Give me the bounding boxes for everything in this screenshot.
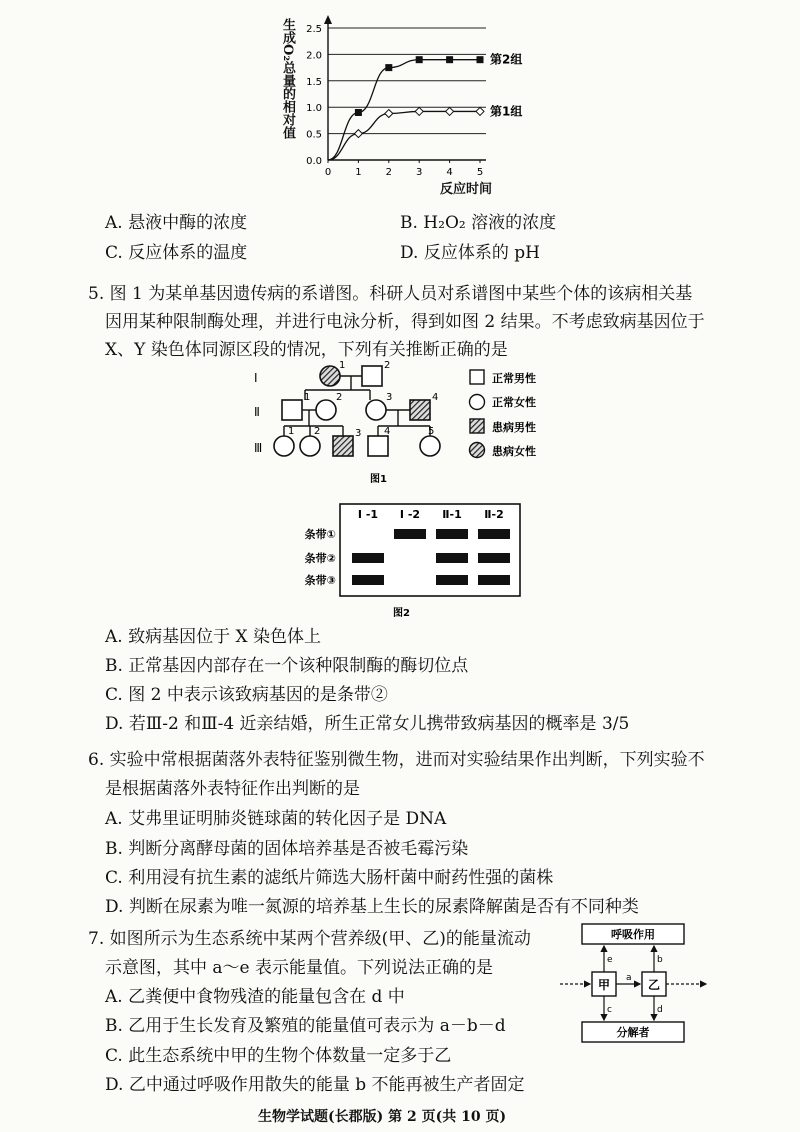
gel-figure xyxy=(290,492,530,622)
svg-text:e: e xyxy=(607,955,613,965)
svg-text:c: c xyxy=(607,1005,612,1015)
q6-option-a: A. 艾弗里证明肺炎链球菌的转化因子是 DNA xyxy=(105,809,447,829)
gen-label-iii: Ⅲ xyxy=(254,441,263,455)
q6-stem-line2: 是根据菌落外表特征作出判断的是 xyxy=(105,779,360,799)
svg-text:5: 5 xyxy=(428,426,435,437)
gel-band xyxy=(394,529,426,539)
o2-chart xyxy=(270,8,570,198)
y-tick-label: 2.0 xyxy=(306,50,322,62)
svg-text:3: 3 xyxy=(386,392,393,403)
gel-band xyxy=(436,553,468,563)
x-tick-label: 5 xyxy=(476,167,484,178)
gel-band-label: 条带③ xyxy=(304,574,336,587)
chart-ylabel: 生成O₂总量的相对值 xyxy=(280,18,295,140)
svg-text:患病女性: 患病女性 xyxy=(492,445,536,458)
data-point-group2 xyxy=(477,56,484,63)
series-label: 第1组 xyxy=(490,104,523,119)
legend-affected-female-icon xyxy=(470,443,485,458)
ped-iii2 xyxy=(300,436,320,456)
svg-text:2: 2 xyxy=(336,392,343,403)
svg-text:分解者: 分解者 xyxy=(616,1026,650,1039)
gel-band xyxy=(352,575,384,585)
x-tick-label: 1 xyxy=(355,167,362,178)
chart-xlabel: 反应时间 xyxy=(440,182,493,197)
q4-option-d: D. 反应体系的 pH xyxy=(400,243,540,263)
q6-option-b: B. 判断分离酵母菌的固体培养基是否被毛霉污染 xyxy=(105,839,469,859)
fig2-caption: 图2 xyxy=(393,608,410,619)
y-tick-label: 0.0 xyxy=(306,156,322,167)
gel-band xyxy=(436,529,468,539)
q7-option-a: A. 乙粪便中食物残渣的能量包含在 d 中 xyxy=(105,987,405,1007)
data-point-group1 xyxy=(385,110,393,118)
ped-iii4 xyxy=(368,436,388,456)
gel-band xyxy=(478,575,510,585)
x-tick-label: 0 xyxy=(324,167,332,178)
y-axis-arrow xyxy=(324,15,332,24)
q5-option-a: A. 致病基因位于 X 染色体上 xyxy=(105,627,321,647)
legend-normal-female-icon xyxy=(470,395,485,410)
ped-iii3 xyxy=(333,436,353,456)
gel-lane-label: Ⅱ-1 xyxy=(442,508,462,521)
ped-iii5 xyxy=(420,436,440,456)
svg-text:a: a xyxy=(626,973,632,983)
gel-band xyxy=(436,575,468,585)
q7-option-c: C. 此生态系统中甲的生物个体数量一定多于乙 xyxy=(105,1046,452,1066)
data-point-group2 xyxy=(385,64,392,71)
gel-lane-label: I -2 xyxy=(399,508,421,521)
q7-stem-line2: 示意图，其中 a～e 表示能量值。下列说法正确的是 xyxy=(105,958,494,978)
q5-stem-line2: 因用某种限制酶处理，并进行电泳分析，得到如图 2 结果。不考虑致病基因位于 xyxy=(105,312,705,332)
svg-text:d: d xyxy=(657,1005,663,1015)
ped-ii4 xyxy=(410,400,430,420)
y-tick-label: 1.0 xyxy=(306,103,322,115)
energy-flow-diagram xyxy=(560,920,710,1050)
q7-stem-line1: 7. 如图所示为生态系统中某两个营养级(甲、乙)的能量流动 xyxy=(88,929,531,949)
svg-text:乙: 乙 xyxy=(647,978,661,992)
ped-i2 xyxy=(362,366,382,386)
svg-text:1: 1 xyxy=(339,360,346,371)
svg-text:4: 4 xyxy=(384,426,391,437)
data-point-group2 xyxy=(416,56,423,63)
gel-band xyxy=(478,553,510,563)
svg-text:2: 2 xyxy=(314,426,321,437)
svg-text:正常女性: 正常女性 xyxy=(492,396,536,409)
q7-option-b: B. 乙用于生长发育及繁殖的能量值可表示为 a－b－d xyxy=(105,1016,506,1036)
data-point-group1 xyxy=(415,107,423,115)
ped-i1 xyxy=(320,366,340,386)
svg-text:1: 1 xyxy=(304,392,311,403)
svg-text:正常男性: 正常男性 xyxy=(492,372,536,385)
gel-lane-label: I -1 xyxy=(357,508,379,521)
x-tick-label: 4 xyxy=(446,167,453,178)
page-footer: 生物学试题(长郡版) 第 2 页(共 10 页) xyxy=(258,1109,507,1125)
q5-stem-line1: 5. 图 1 为某单基因遗传病的系谱图。科研人员对系谱图中某些个体的该病相关基 xyxy=(88,284,693,304)
data-point-group2 xyxy=(355,109,362,116)
svg-text:呼吸作用: 呼吸作用 xyxy=(611,928,655,941)
data-point-group1 xyxy=(446,107,454,115)
data-point-group1 xyxy=(476,107,484,115)
ped-ii1 xyxy=(282,400,302,420)
data-point-group2 xyxy=(446,56,453,63)
ped-iii1 xyxy=(274,436,294,456)
svg-text:4: 4 xyxy=(432,392,439,403)
y-tick-label: 2.5 xyxy=(306,24,322,35)
gel-band xyxy=(478,529,510,539)
pedigree-figure xyxy=(250,360,570,490)
y-tick-label: 1.5 xyxy=(306,76,322,88)
q5-option-c: C. 图 2 中表示该致病基因的是条带② xyxy=(105,685,388,705)
q4-option-a: A. 悬液中酶的浓度 xyxy=(105,213,248,233)
svg-text:b: b xyxy=(657,955,663,965)
x-tick-label: 3 xyxy=(416,167,423,178)
gen-label-ii: Ⅱ xyxy=(254,405,260,419)
q5-option-b: B. 正常基因内部存在一个该种限制酶的酶切位点 xyxy=(105,656,469,676)
x-tick-label: 2 xyxy=(385,167,392,178)
q6-option-c: C. 利用浸有抗生素的滤纸片筛选大肠杆菌中耐药性强的菌株 xyxy=(105,868,554,888)
svg-text:患病男性: 患病男性 xyxy=(492,421,536,434)
svg-text:1: 1 xyxy=(288,426,295,437)
svg-text:2: 2 xyxy=(384,360,391,371)
ped-ii3 xyxy=(366,400,386,420)
data-point-group1 xyxy=(354,130,362,138)
gel-band-label: 条带② xyxy=(304,552,336,565)
gen-label-i: I xyxy=(254,371,258,385)
ped-ii2 xyxy=(316,400,336,420)
fig1-caption: 图1 xyxy=(370,474,387,485)
svg-text:3: 3 xyxy=(355,428,362,439)
gel-band xyxy=(352,553,384,563)
svg-text:甲: 甲 xyxy=(597,978,611,992)
q5-option-d: D. 若Ⅲ-2 和Ⅲ-4 近亲结婚，所生正常女儿携带致病基因的概率是 3/5 xyxy=(105,714,630,734)
q6-option-d: D. 判断在尿素为唯一氮源的培养基上生长的尿素降解菌是否有不同种类 xyxy=(105,897,639,917)
q4-option-c: C. 反应体系的温度 xyxy=(105,243,248,263)
series-label: 第2组 xyxy=(490,52,523,67)
q4-option-b: B. H₂O₂ 溶液的浓度 xyxy=(400,213,557,233)
q5-stem-line3: X、Y 染色体同源区段的情况，下列有关推断正确的是 xyxy=(105,340,508,360)
legend-affected-male-icon xyxy=(470,419,484,433)
gel-band-label: 条带① xyxy=(304,528,336,541)
q7-option-d: D. 乙中通过呼吸作用散失的能量 b 不能再被生产者固定 xyxy=(105,1075,525,1095)
gel-lane-label: Ⅱ-2 xyxy=(484,508,504,521)
legend-normal-male-icon xyxy=(470,370,484,384)
y-tick-label: 0.5 xyxy=(306,129,322,141)
series-line-1 xyxy=(328,60,480,160)
q6-stem-line1: 6. 实验中常根据菌落外表特征鉴别微生物，进而对实验结果作出判断，下列实验不 xyxy=(88,750,705,770)
